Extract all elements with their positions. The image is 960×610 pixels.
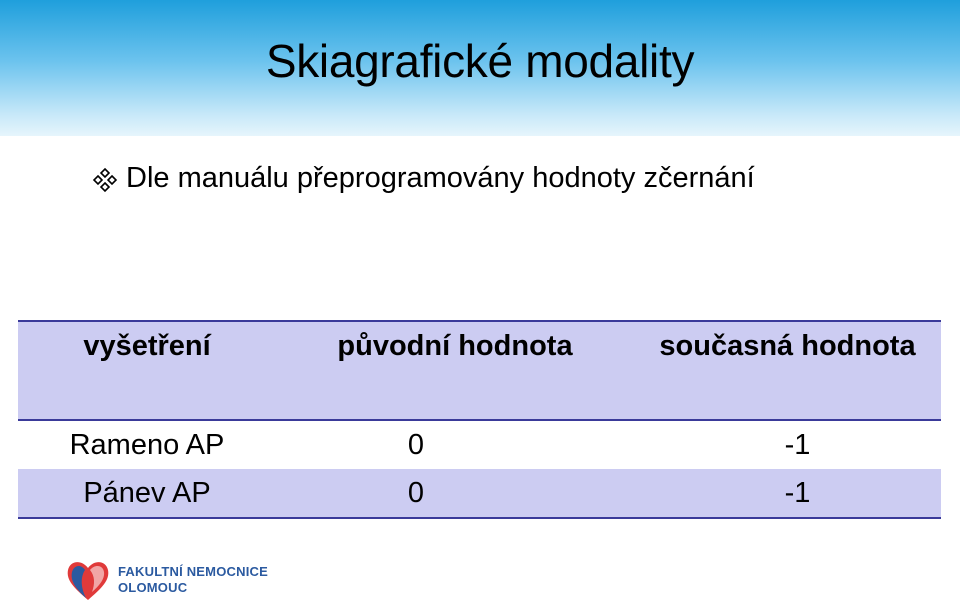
header-exam: vyšetření (83, 330, 211, 362)
values-table (18, 320, 941, 519)
diamond-bullet-icon (92, 167, 118, 193)
table-row (18, 469, 941, 517)
table-header-row (18, 322, 941, 421)
cell-exam: Pánev AP (83, 476, 211, 509)
logo-text (118, 564, 268, 596)
slide-title: Skiagrafické modality (265, 35, 695, 87)
table-row (18, 421, 941, 469)
bullet-text: Dle manuálu přeprogramovány hodnoty zčernání (126, 162, 755, 194)
cell-original-value: 0 (407, 428, 425, 461)
cell-exam: Rameno AP (69, 428, 225, 461)
heart-logo-icon (64, 556, 112, 604)
cell-current-value: -1 (784, 476, 811, 509)
cell-current-value: -1 (784, 428, 811, 461)
header-original-value: původní hodnota (337, 330, 573, 362)
logo-line-1: FAKULTNÍ NEMOCNICE (118, 564, 268, 579)
logo-line-2: OLOMOUC (118, 580, 188, 595)
header-current-value: současná hodnota (659, 330, 916, 362)
bullet-item (92, 162, 755, 195)
hospital-logo (64, 556, 268, 604)
cell-original-value: 0 (407, 476, 425, 509)
